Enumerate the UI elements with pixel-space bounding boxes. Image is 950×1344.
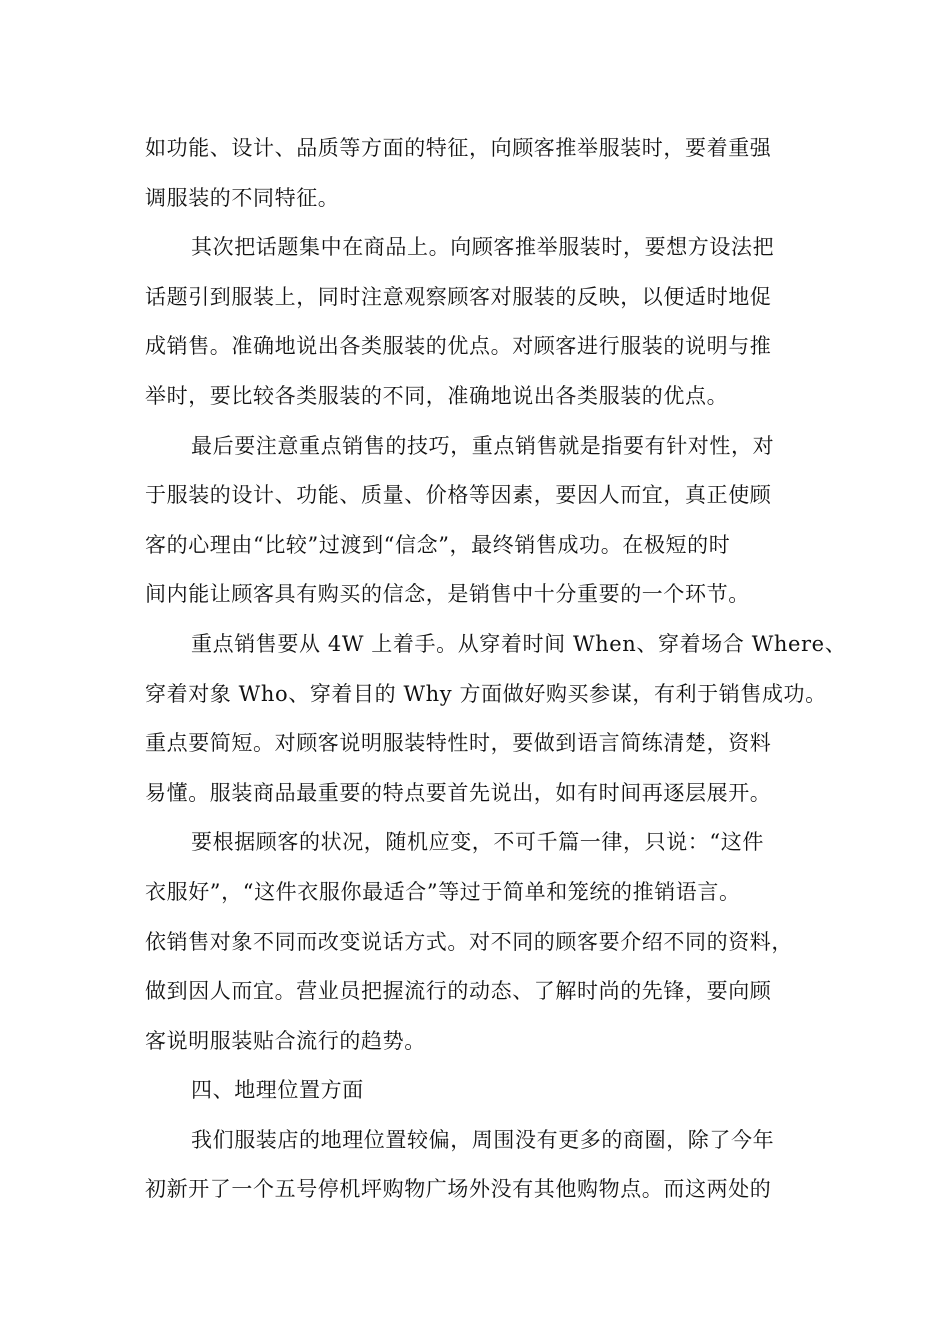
- text-line: 客说明服装贴合流行的趋势。: [145, 1028, 426, 1053]
- text-line: 易懂。服装商品最重要的特点要首先说出，如有时间再逐层展开。: [145, 780, 772, 805]
- text-line: 衣服好”，“这件衣服你最适合”等过于简单和笼统的推销语言。: [145, 879, 741, 904]
- text-line: 于服装的设计、功能、质量、价格等因素，要因人而宜，真正使顾: [145, 483, 772, 508]
- text-line: 穿着对象 Who、穿着目的 Why 方面做好购买参谋，有利于销售成功。: [145, 681, 827, 706]
- text-line: 话题引到服装上，同时注意观察顾客对服装的反映，以便适时地促: [145, 284, 772, 309]
- text-line: 客的心理由“比较”过渡到“信念”，最终销售成功。在极短的时: [145, 532, 731, 557]
- text-line: 我们服装店的地理位置较偏，周围没有更多的商圈，除了今年: [191, 1127, 775, 1152]
- text-line: 间内能让顾客具有购买的信念，是销售中十分重要的一个环节。: [145, 582, 750, 607]
- text-line: 举时，要比较各类服装的不同，准确地说出各类服装的优点。: [145, 383, 729, 408]
- text-line: 要根据顾客的状况，随机应变，不可千篇一律，只说：“这件: [191, 830, 764, 855]
- text-line: 四、地理位置方面: [191, 1078, 364, 1103]
- text-line: 依销售对象不同而改变说话方式。对不同的顾客要介绍不同的资料，: [145, 929, 793, 954]
- text-line: 初新开了一个五号停机坪购物广场外没有其他购物点。而这两处的: [145, 1177, 772, 1202]
- text-line: 重点销售要从 4W 上着手。从穿着时间 When、穿着场合 Where、: [191, 631, 847, 656]
- text-line: 其次把话题集中在商品上。向顾客推举服装时，要想方设法把: [191, 235, 775, 260]
- text-line: 如功能、设计、品质等方面的特征，向顾客推举服装时，要着重强: [145, 136, 772, 160]
- text-line: 调服装的不同特征。: [145, 185, 340, 210]
- text-line: 最后要注意重点销售的技巧，重点销售就是指要有针对性，对: [191, 433, 775, 458]
- text-line: 做到因人而宜。营业员把握流行的动态、了解时尚的先锋，要向顾: [145, 979, 772, 1004]
- text-line: 重点要简短。对顾客说明服装特性时，要做到语言简练清楚，资料: [145, 731, 772, 756]
- document-body: [145, 124, 847, 1215]
- text-line: 成销售。准确地说出各类服装的优点。对顾客进行服装的说明与推: [145, 334, 772, 359]
